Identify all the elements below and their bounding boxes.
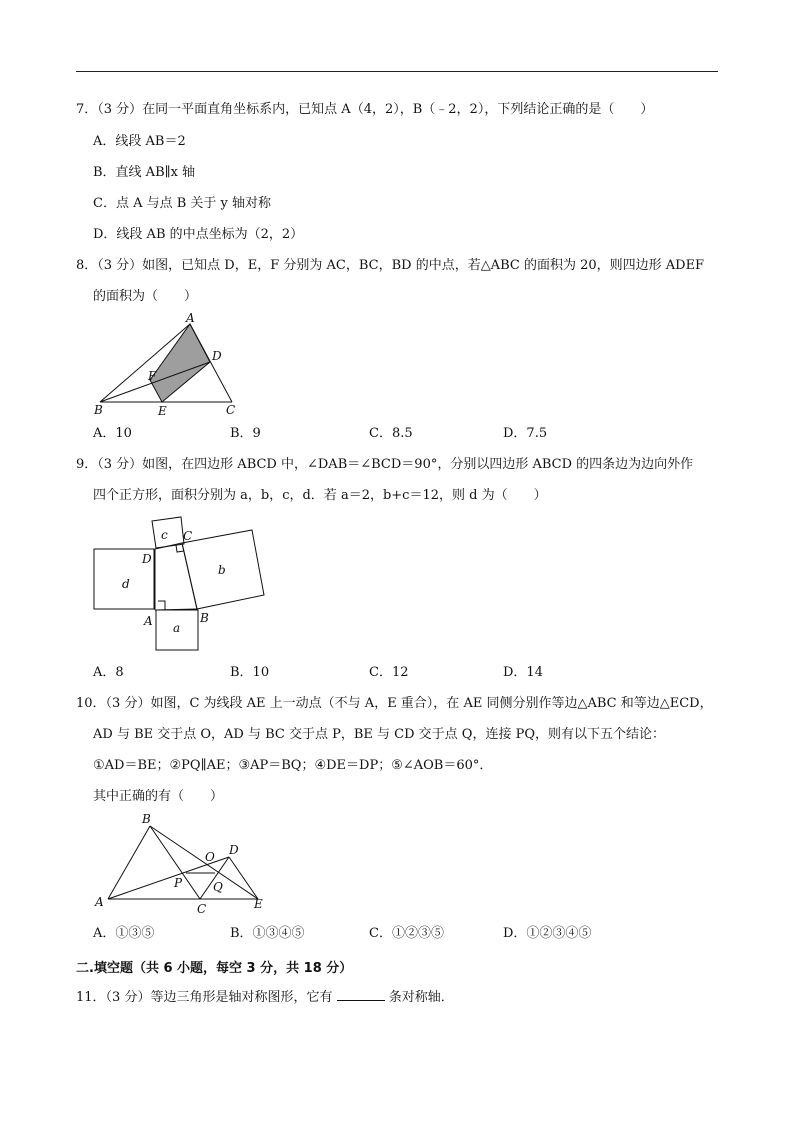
q8-label-c: C — [226, 403, 236, 417]
q8-shaded-quadrilateral — [150, 324, 210, 402]
q7-option-a: A．线段 AB＝2 — [93, 134, 186, 149]
q7-option-d: D．线段 AB 的中点坐标为（2，2） — [93, 227, 304, 242]
q9-label-d-vertex: D — [142, 552, 152, 566]
q8-label-d: D — [212, 349, 222, 363]
q8-figure — [88, 310, 248, 420]
q8-option-c: C．8.5 — [369, 426, 413, 441]
q11-answer-blank — [337, 988, 385, 1001]
q8-label-b: B — [94, 403, 103, 417]
q9-label-a-area: a — [173, 621, 181, 635]
q9-option-d: D．14 — [503, 665, 543, 680]
q10-figure — [90, 810, 270, 915]
q9-label-a-vertex: A — [144, 614, 153, 628]
q10-option-b: B．①③④⑤ — [230, 926, 305, 941]
q7-option-b: B．直线 AB∥x 轴 — [93, 165, 196, 180]
q9-stem-line1: 9．（3 分）如图，在四边形 ABCD 中，∠DAB＝∠BCD＝90°，分别以四边形 ABCD 的四条边为边向外作 — [76, 457, 694, 472]
q8-stem-line2: 的面积为（ ） — [93, 289, 198, 304]
q8-stem-line1: 8．（3 分）如图，已知点 D，E，F 分别为 AC，BC，BD 的中点，若△ABC 的面积为 20，则四边形 ADEF — [76, 258, 705, 273]
section-title-fill-in: 二.填空题（共 6 小题，每空 3 分，共 18 分） — [76, 961, 353, 976]
q7-stem: 7．（3 分）在同一平面直角坐标系内，已知点 A（4，2），B（﹣2，2），下列结论正确的是（ ） — [76, 102, 654, 117]
q10-label-q: Q — [213, 880, 223, 894]
q9-option-a: A．8 — [93, 665, 124, 680]
q9-label-d-area: d — [122, 577, 130, 591]
q9-figure — [90, 510, 270, 655]
q11-stem-after: 条对称轴． — [388, 990, 454, 1005]
q8-option-b: B．9 — [230, 426, 261, 441]
q9-label-c-area: c — [161, 528, 168, 542]
q9-stem-line2: 四个正方形，面积分别为 a，b，c，d．若 a＝2，b+c＝12，则 d 为（ ） — [93, 488, 547, 503]
q9-option-b: B．10 — [230, 665, 270, 680]
q11-stem-before: 11．（3 分）等边三角形是轴对称图形，它有 — [76, 990, 333, 1005]
q10-label-d: D — [229, 843, 239, 857]
q10-label-e: E — [254, 897, 263, 911]
q8-label-e: E — [158, 404, 167, 418]
q8-option-d: D．7.5 — [503, 426, 548, 441]
q10-stem-line1: 10．（3 分）如图，C 为线段 AE 上一动点（不与 A，E 重合），在 AE 同侧分别作等边△ABC 和等边△ECD， — [76, 696, 713, 711]
q9-label-b-vertex: B — [200, 611, 209, 625]
q10-label-b: B — [142, 812, 151, 826]
q10-option-c: C．①②③⑤ — [369, 926, 444, 941]
q10-label-a: A — [95, 895, 104, 909]
q9-label-b-area: b — [218, 563, 226, 577]
q10-option-a: A．①③⑤ — [93, 926, 155, 941]
q9-option-c: C．12 — [369, 665, 409, 680]
q8-label-a: A — [186, 311, 195, 325]
q9-label-c-vertex: C — [183, 529, 193, 543]
q11-stem — [76, 988, 454, 1006]
q10-label-o: O — [205, 850, 215, 864]
q8-option-a: A．10 — [93, 426, 132, 441]
q10-stem-line3: ①AD＝BE；②PQ∥AE；③AP＝BQ；④DE＝DP；⑤∠AOB＝60°． — [93, 758, 493, 773]
q10-option-d: D．①②③④⑤ — [503, 926, 592, 941]
q7-option-c: C．点 A 与点 B 关于 y 轴对称 — [93, 196, 272, 211]
q10-stem-line2: AD 与 BE 交于点 O，AD 与 BC 交于点 P，BE 与 CD 交于点 Q，连接 PQ，则有以下五个结论： — [93, 727, 666, 742]
header-rule — [76, 71, 718, 72]
q8-label-f: F — [148, 369, 157, 383]
q10-label-c: C — [197, 902, 207, 916]
q10-stem-line4: 其中正确的有（ ） — [93, 789, 224, 804]
q10-label-p: P — [174, 876, 183, 890]
